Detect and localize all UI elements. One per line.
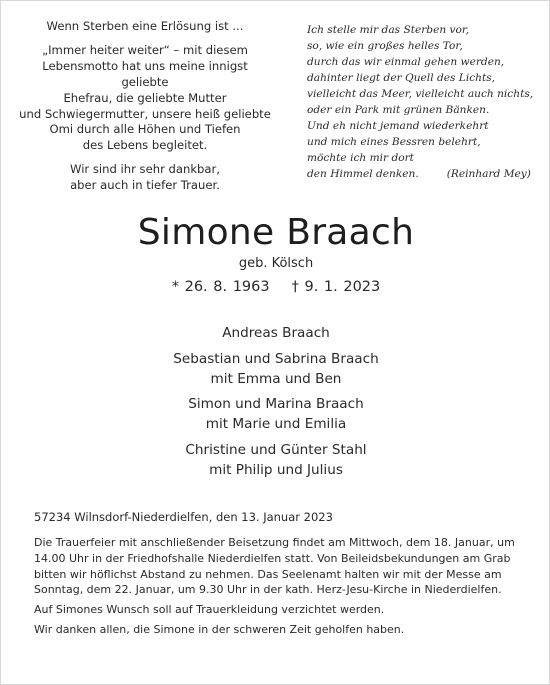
motto-line: und Schwiegermutter, unsere heiß geliebte — [19, 106, 271, 121]
family-group — [1, 441, 550, 481]
family-member: mit Philip und Julius — [209, 461, 343, 478]
family-member: Sebastian und Sabrina Braach — [173, 350, 379, 367]
family-group — [1, 350, 550, 390]
family-group — [1, 324, 550, 344]
closing-line: Wir sind ihr sehr dankbar, — [70, 162, 220, 177]
poem-last-line-row — [307, 166, 542, 182]
poem-line: den Himmel denken. — [307, 168, 419, 180]
body-text — [34, 535, 534, 642]
date: den 13. Januar 2023 — [215, 510, 333, 524]
motto-line: Lebensmotto hat uns meine innigst geliebte — [42, 58, 248, 89]
poem-author: (Reinhard Mey) — [446, 168, 531, 180]
poem-line: so, wie ein großes helles Tor, — [307, 40, 463, 52]
family-list — [1, 324, 550, 487]
family-member: Christine und Günter Stahl — [185, 441, 367, 458]
family-member: mit Marie und Emilia — [205, 416, 347, 433]
closing-line: aber auch in tiefer Trauer. — [70, 178, 220, 193]
paragraph: Wir danken allen, die Simone in der schweren Zeit geholfen haben. — [34, 622, 405, 636]
family-member: mit Emma und Ben — [210, 370, 342, 387]
poem-line: durch das wir einmal gehen werden, — [307, 56, 505, 68]
poem-line: Und eh nicht jemand wiederkehrt — [307, 120, 489, 132]
town: Wilnsdorf-Niederdielfen, — [74, 510, 213, 524]
intro-line: Wenn Sterben eine Erlösung ist ... — [46, 19, 244, 33]
poem-block — [307, 22, 542, 182]
death-date: † 9. 1. 2023 — [291, 279, 381, 295]
motto-line: des Lebens begleitet. — [82, 138, 208, 153]
family-member: Simon und Marina Braach — [188, 396, 364, 413]
poem-line: möchte ich mir dort — [307, 152, 414, 164]
family-group — [1, 395, 550, 435]
paragraph: Die Trauerfeier mit anschließender Beisetzung findet am Mittwoch, dem 18. Januar, um 14.00 Uhr in der Friedhofshalle Niederdielfen statt. Von Beileidsbekundungen am Grab bitten wir höflichst Abstand zu nehmen. Das Seelenamt halten wir mit der Messe am Sonntag, dem 22. Januar, um 9.30 Uhr in der kath. Herz-Jesu-Kirche in Niederdielfen. — [34, 536, 515, 597]
poem-line: vielleicht das Meer, vielleicht auch nichts, — [307, 88, 534, 100]
motto-line: „Immer heiter weiter“ – mit diesem — [42, 42, 248, 57]
family-member: Andreas Braach — [222, 325, 330, 341]
maiden-name: geb. Kölsch — [238, 256, 314, 271]
life-dates — [1, 279, 550, 295]
poem-line: und mich eines Bessren belehrt, — [307, 136, 481, 148]
place-date-line — [34, 510, 524, 524]
poem-line: Ich stelle mir das Sterben vor, — [307, 24, 470, 36]
birth-date: * 26. 8. 1963 — [171, 279, 270, 295]
poem-line: oder ein Park mit grünen Bänken. — [307, 104, 490, 116]
zip-code: 57234 — [34, 510, 71, 524]
left-text-block — [19, 19, 271, 194]
motto-line: Ehefrau, die geliebte Mutter — [63, 90, 227, 105]
paragraph: Auf Simones Wunsch soll auf Trauerkleidung verzichtet werden. — [34, 603, 385, 617]
poem-line: dahinter liegt der Quell des Lichts, — [307, 72, 496, 84]
deceased-name: Simone Braach — [137, 212, 415, 253]
motto-line: Omi durch alle Höhen und Tiefen — [49, 122, 241, 137]
